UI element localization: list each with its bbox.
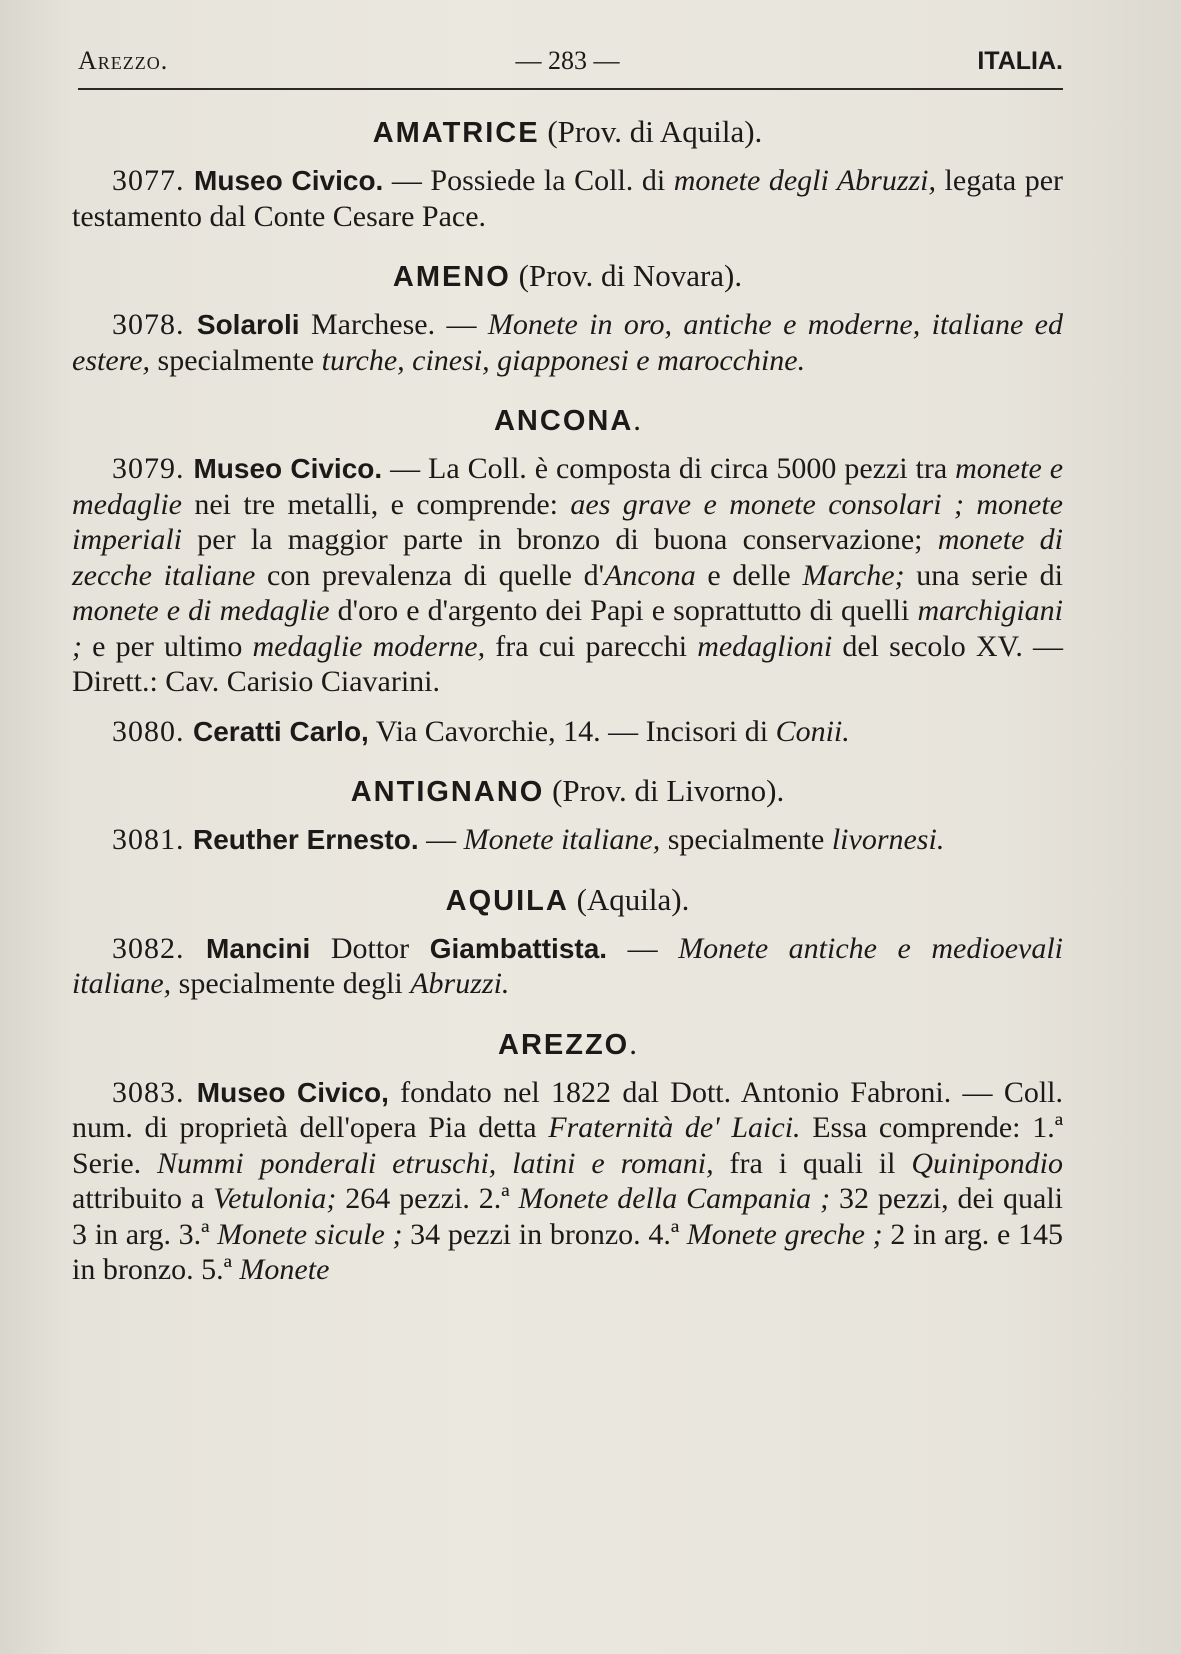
entry-name: Reuther Ernesto.	[193, 824, 419, 855]
entry-italic: medaglie moderne,	[252, 629, 486, 663]
entry-text: 264 pezzi. 2.ª	[336, 1182, 519, 1215]
entry-text: Dottor	[310, 931, 430, 965]
entry-3079	[72, 451, 1063, 700]
entry-italic: medaglioni	[697, 629, 833, 663]
section-arezzo	[72, 1024, 1063, 1288]
entry-italic: Monete in oro, antiche e moderne, italiane ed estere,	[72, 308, 1063, 377]
page-number: — 283 —	[515, 46, 620, 75]
entry-text: specialmente	[150, 343, 322, 377]
entry-text: 32 pezzi, dei quali 3 in arg. 3.ª	[72, 1182, 1064, 1251]
entry-text: Marchese. —	[299, 308, 488, 341]
entry-3078	[72, 307, 1063, 378]
header-rule	[78, 88, 1063, 90]
entry-name: Ceratti Carlo,	[193, 715, 369, 747]
entry-3077	[72, 163, 1063, 234]
section-antignano	[72, 771, 1063, 858]
entry-text: fondato nel 1822 dal Dott. Antonio Fabroni. — Coll. num. di proprietà dell'opera Pia detta	[72, 1075, 1063, 1144]
place-heading	[72, 771, 1063, 812]
entry-italic: marchigiani ;	[72, 594, 1064, 663]
entry-text: legata per testamento dal Conte Cesare Pace.	[72, 164, 1063, 233]
running-head	[72, 32, 1063, 82]
entry-text: fra i quali il	[713, 1146, 912, 1180]
entry-italic: Monete	[239, 1253, 330, 1286]
entry-italic: Marche;	[802, 558, 905, 592]
entry-italic: Abruzzi.	[410, 967, 510, 1000]
entry-italic: Nummi ponderali etruschi, latini e romani,	[157, 1146, 714, 1180]
entry-italic: Ancona	[604, 558, 696, 592]
entry-italic: Monete della Campania ;	[518, 1182, 831, 1215]
entry-italic: Conii.	[775, 714, 850, 748]
entry-number: 3080.	[112, 714, 193, 748]
entry-text: specialmente degli	[171, 967, 411, 1000]
entry-name: Museo Civico,	[196, 1076, 389, 1108]
entry-number: 3078.	[112, 308, 197, 341]
place-name: ANTIGNANO	[350, 776, 545, 808]
entry-text: —	[418, 823, 464, 856]
place-name: ANCONA	[493, 405, 634, 437]
place-region: .	[629, 1025, 637, 1061]
entry-text: del secolo XV. — Dirett.: Cav. Carisio Ciavarini.	[72, 629, 1063, 698]
entry-text: fra cui parecchi	[485, 629, 698, 663]
entry-text: e per ultimo	[82, 629, 253, 663]
place-name: AQUILA	[445, 884, 569, 917]
entry-text: Essa comprende: 1.ª Serie.	[72, 1111, 1063, 1180]
place-heading	[72, 256, 1063, 297]
entry-italic: Monete italiane,	[463, 823, 661, 856]
entry-italic: aes grave e monete consolari ; monete imperiali	[72, 487, 1063, 556]
entry-text: — Possiede la Coll. di	[383, 164, 674, 197]
entry-italic: Quinipondio	[911, 1146, 1064, 1180]
entry-text: Via Cavorchie, 14. — Incisori di	[368, 714, 776, 748]
entry-italic: Fraternità de' Laici.	[548, 1111, 801, 1144]
entry-italic: monete di zecche italiane	[72, 523, 1063, 592]
entry-italic: livornesi.	[831, 823, 945, 856]
place-name: AREZZO	[498, 1028, 630, 1061]
place-heading	[72, 112, 1063, 153]
entry-italic: Monete antiche e medioevali italiane,	[72, 931, 1064, 1000]
entry-number: 3079.	[112, 452, 194, 485]
entry-text: nei tre metalli, e comprende:	[181, 487, 571, 521]
entry-text: una serie di	[904, 558, 1063, 592]
entry-text: d'oro e d'argento dei Papi e soprattutto di quelli	[329, 594, 918, 627]
place-region: (Aquila).	[568, 881, 690, 917]
place-name: AMENO	[392, 261, 511, 293]
place-region: .	[633, 402, 642, 437]
entry-text: specialmente	[660, 823, 832, 856]
entry-text: con prevalenza di quelle d'	[255, 558, 605, 592]
entry-number: 3077.	[112, 164, 195, 197]
entry-number: 3083.	[112, 1075, 197, 1109]
entry-name: Mancini	[206, 932, 311, 964]
entry-italic: monete degli Abruzzi,	[673, 164, 937, 197]
entry-text: attribuito a	[72, 1182, 214, 1215]
entry-italic: monete e medaglie	[72, 452, 1064, 521]
entry-italic: monete e di medaglie	[72, 594, 330, 627]
entry-3080	[72, 714, 1063, 750]
entry-italic: turche, cinesi, giapponesi e marocchine.	[321, 343, 806, 377]
section-aquila	[72, 880, 1063, 1002]
place-region: (Prov. di Novara).	[510, 258, 743, 293]
place-name: AMATRICE	[372, 117, 540, 149]
entry-italic: Monete sicule ;	[217, 1217, 403, 1251]
entry-name: Museo Civico.	[193, 453, 383, 484]
running-head-left: Arezzo.	[78, 46, 169, 75]
entry-text: — La Coll. è composta di circa 5000 pezzi tra	[382, 452, 956, 485]
entry-text: —	[607, 931, 679, 965]
entry-italic: Vetulonia;	[213, 1182, 337, 1215]
entry-text: per la maggior parte in bronzo di buona conservazione;	[182, 523, 938, 556]
entry-3083	[72, 1075, 1063, 1288]
section-ameno	[72, 256, 1063, 378]
entry-3082	[72, 931, 1063, 1002]
place-region: (Prov. di Livorno).	[544, 773, 785, 808]
running-head-right: ITALIA.	[977, 47, 1063, 75]
section-amatrice	[72, 112, 1063, 234]
section-ancona	[72, 400, 1063, 749]
entry-text: 34 pezzi in bronzo. 4.ª	[402, 1217, 687, 1251]
entry-number: 3081.	[112, 823, 193, 856]
place-heading	[72, 400, 1063, 441]
entry-name: Solaroli	[196, 309, 300, 340]
place-region: (Prov. di Aquila).	[539, 114, 763, 149]
place-heading	[72, 1024, 1063, 1065]
entry-text: e delle	[695, 558, 803, 592]
place-heading	[72, 880, 1063, 921]
entry-name: Giambattista.	[429, 932, 608, 964]
entry-text: 2 in arg. e 145 in bronzo. 5.ª	[72, 1217, 1064, 1286]
entry-3081	[72, 822, 1063, 858]
entry-number: 3082.	[112, 931, 207, 965]
entry-italic: Monete greche ;	[686, 1217, 883, 1251]
entry-name: Museo Civico.	[194, 165, 384, 196]
